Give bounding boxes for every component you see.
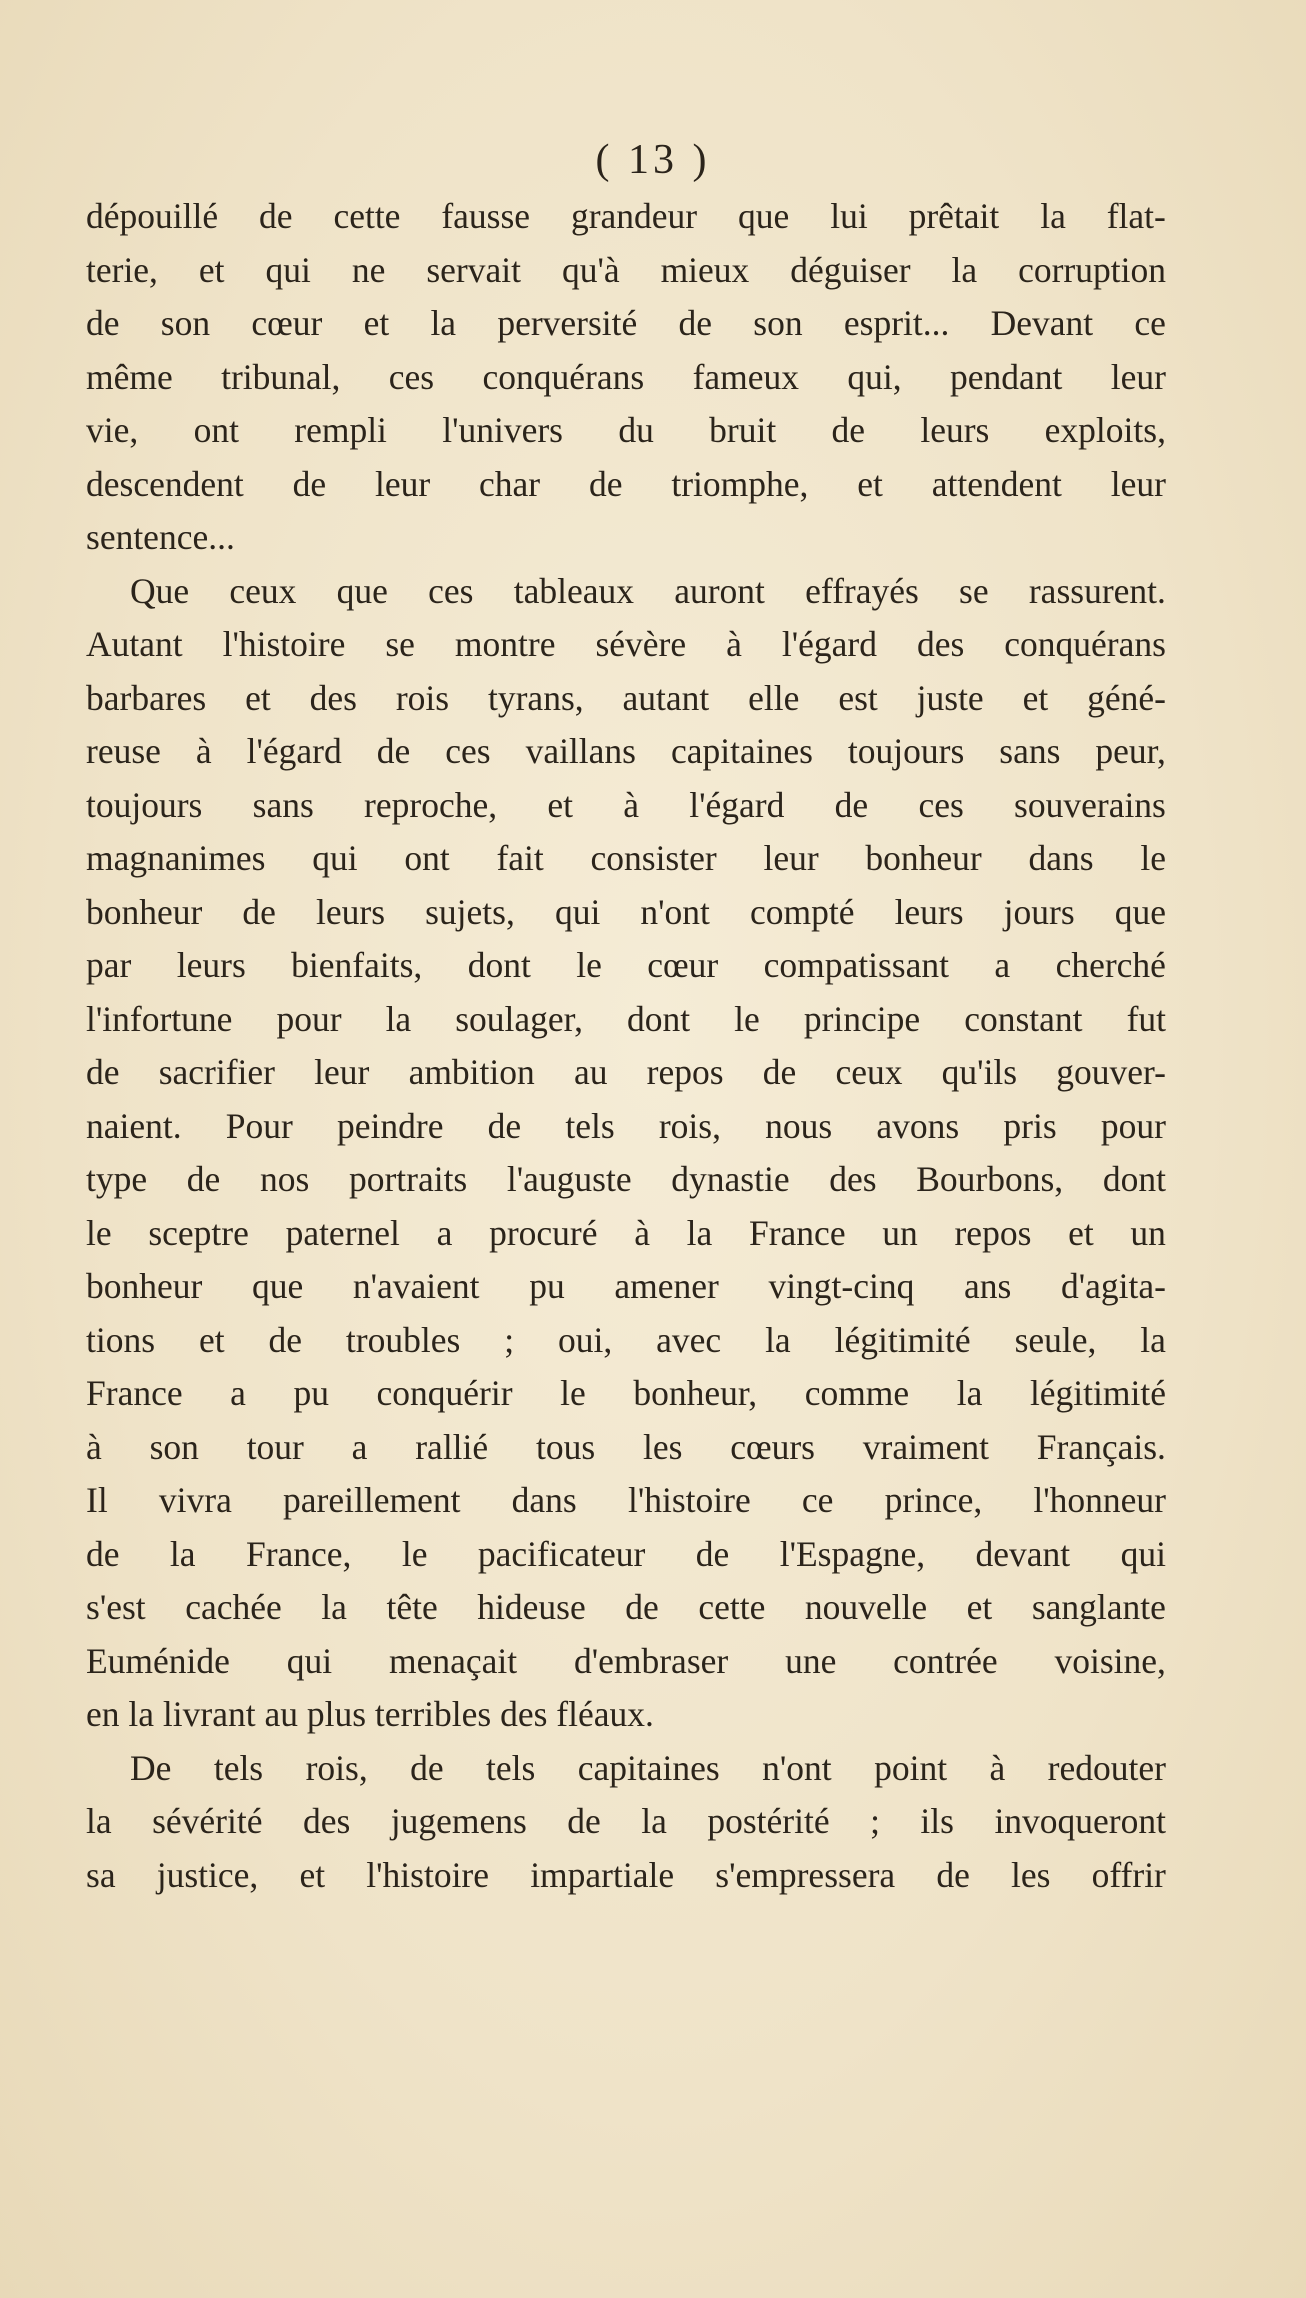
text-line: sentence... — [86, 517, 235, 557]
text-line: toujours sans reproche, et à l'égard de ces souverains — [86, 784, 1166, 825]
text-line: Euménide qui menaçait d'embraser une contrée voisine, — [86, 1640, 1166, 1681]
text-line: tions et de troubles ; oui, avec la légitimité seule, la — [86, 1319, 1166, 1360]
text-line: naient. Pour peindre de tels rois, nous avons pris pour — [86, 1105, 1166, 1146]
text-line: descendent de leur char de triomphe, et attendent leur — [86, 463, 1166, 504]
text-line: bonheur que n'avaient pu amener vingt-cinq ans d'agita- — [86, 1266, 1166, 1306]
text-line: de sacrifier leur ambition au repos de ceux qu'ils gouver- — [86, 1052, 1166, 1092]
body-text — [86, 190, 1166, 1902]
page-number: ( 13 ) — [595, 137, 711, 183]
text-line: à son tour a rallié tous les cœurs vraiment Français. — [86, 1426, 1166, 1467]
text-line: barbares et des rois tyrans, autant elle est juste et géné- — [86, 677, 1166, 718]
text-line: même tribunal, ces conquérans fameux qui, pendant leur — [86, 356, 1166, 397]
text-line: magnanimes qui ont fait consister leur bonheur dans le — [86, 838, 1166, 878]
text-line: de la France, le pacificateur de l'Espagne, devant qui — [86, 1533, 1166, 1574]
text-line: reuse à l'égard de ces vaillans capitaines toujours sans peur, — [86, 731, 1166, 771]
text-line: terie, et qui ne servait qu'à mieux déguiser la corruption — [86, 249, 1166, 290]
text-line: bonheur de leurs sujets, qui n'ont compté leurs jours que — [86, 891, 1166, 932]
text-line: en la livrant au plus terribles des fléaux. — [86, 1694, 654, 1734]
text-line: la sévérité des jugemens de la postérité ; ils invoqueront — [86, 1801, 1166, 1841]
text-line: Autant l'histoire se montre sévère à l'égard des conquérans — [86, 624, 1166, 664]
text-line: vie, ont rempli l'univers du bruit de leurs exploits, — [86, 410, 1166, 450]
text-line: l'infortune pour la soulager, dont le principe constant fut — [86, 998, 1166, 1039]
text-line: Que ceux que ces tableaux auront effrayés se rassurent. — [130, 570, 1166, 611]
text-line: dépouillé de cette fausse grandeur que lui prêtait la flat- — [86, 196, 1166, 236]
text-line: le sceptre paternel a procuré à la France un repos et un — [86, 1212, 1166, 1253]
text-line: Il vivra pareillement dans l'histoire ce prince, l'honneur — [86, 1480, 1166, 1520]
text-line: France a pu conquérir le bonheur, comme la légitimité — [86, 1373, 1166, 1413]
text-line: type de nos portraits l'auguste dynastie des Bourbons, dont — [86, 1159, 1166, 1199]
text-line: s'est cachée la tête hideuse de cette nouvelle et sanglante — [86, 1587, 1166, 1627]
text-line: par leurs bienfaits, dont le cœur compatissant a cherché — [86, 945, 1166, 985]
text-line: de son cœur et la perversité de son esprit... Devant ce — [86, 303, 1166, 343]
text-line: sa justice, et l'histoire impartiale s'empressera de les offrir — [86, 1854, 1166, 1895]
text-line: De tels rois, de tels capitaines n'ont point à redouter — [130, 1747, 1166, 1788]
